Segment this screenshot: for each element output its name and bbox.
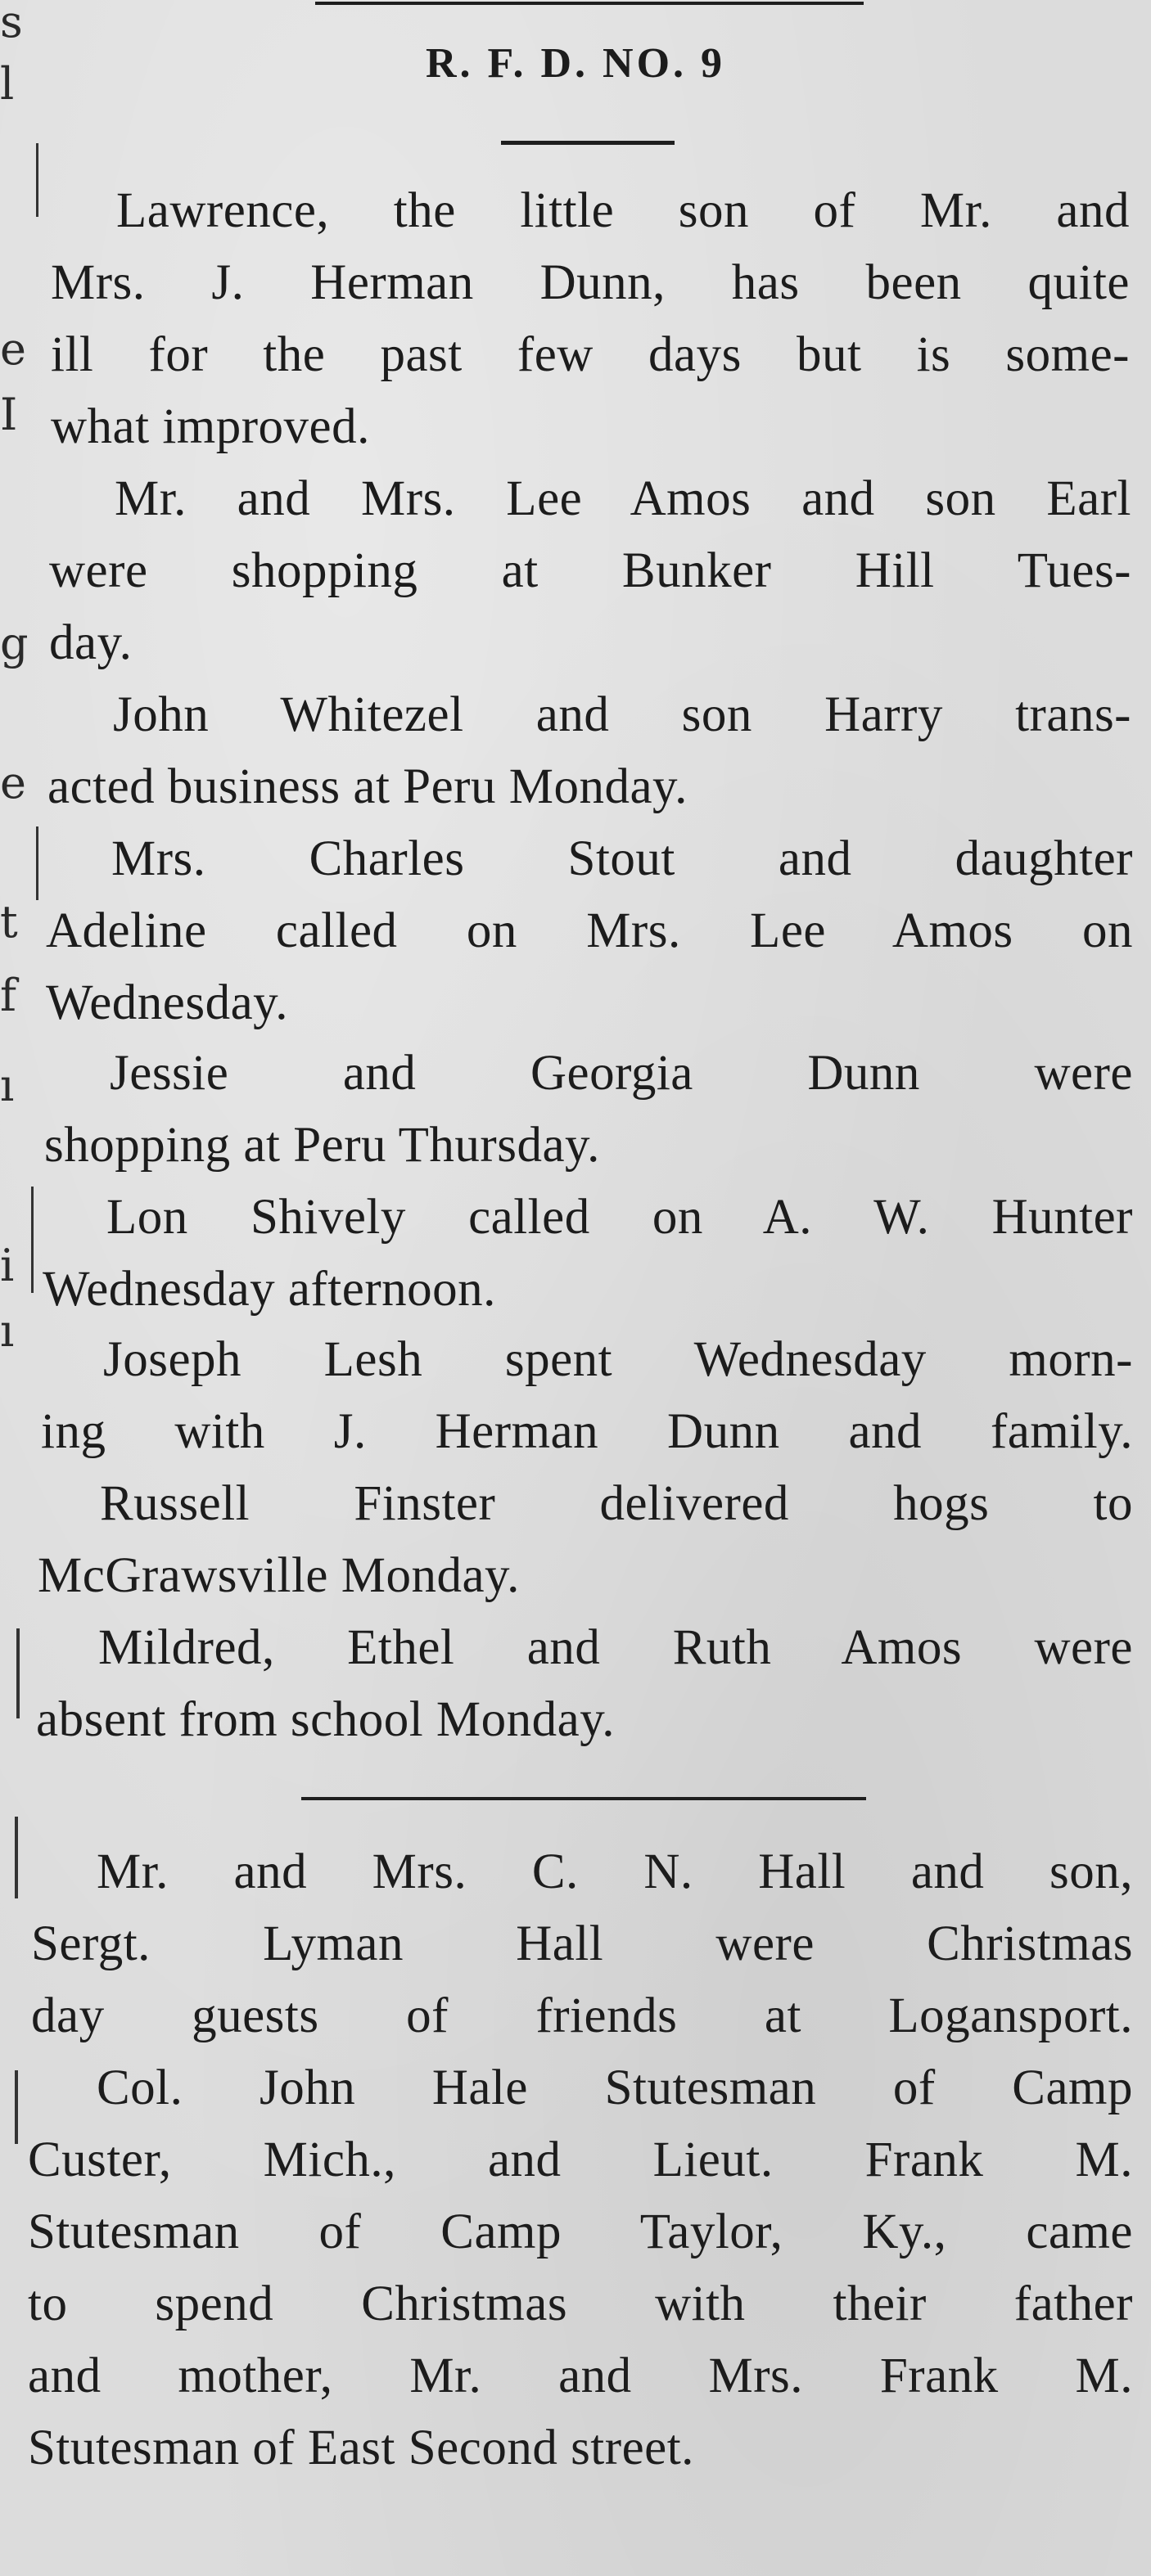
news-item — [31, 1836, 1133, 2052]
column-mark — [16, 1628, 20, 1718]
headline: R. F. D. NO. 9 — [425, 40, 726, 87]
text-line: Stutesman of East Second street. — [28, 2421, 694, 2475]
news-item — [46, 823, 1133, 1039]
edge-fragment: f — [0, 970, 16, 1021]
text-line: Joseph Lesh spent Wednesday morn- — [103, 1332, 1133, 1387]
column-mark — [15, 1817, 18, 1898]
text-line: Lon Shively called on A. W. Hunter — [106, 1190, 1133, 1245]
edge-fragment: t — [0, 896, 18, 948]
text-line: absent from school Monday. — [36, 1692, 616, 1747]
text-line: Mrs. J. Herman Dunn, has been quite — [51, 255, 1130, 310]
news-item — [38, 1468, 1133, 1612]
column-mark — [15, 2070, 18, 2144]
column-mark — [36, 143, 38, 217]
text-line: to spend Christmas with their father — [28, 2277, 1133, 2331]
edge-fragment: ı — [0, 1305, 15, 1357]
text-line: Mrs. Charles Stout and daughter — [111, 831, 1133, 886]
text-line: shopping at Peru Thursday. — [44, 1118, 600, 1173]
news-item — [36, 1612, 1133, 1756]
text-line: Adeline called on Mrs. Lee Amos on — [46, 903, 1133, 958]
text-line: ing with J. Herman Dunn and family. — [41, 1404, 1133, 1459]
edge-fragment: g — [0, 618, 29, 669]
text-line: Wednesday. — [46, 975, 288, 1030]
news-item — [43, 1182, 1133, 1326]
top-rule — [315, 2, 864, 5]
edge-fragment: i — [0, 1240, 15, 1291]
text-line: Sergt. Lyman Hall were Christmas — [31, 1916, 1133, 1971]
text-line: day guests of friends at Logansport. — [31, 1988, 1133, 2043]
text-line: Mr. and Mrs. Lee Amos and son Earl — [115, 471, 1131, 526]
edge-fragment: s — [0, 0, 23, 47]
news-item — [41, 1324, 1133, 1468]
text-line: Mr. and Mrs. C. N. Hall and son, — [97, 1844, 1133, 1899]
text-line: day. — [49, 615, 133, 670]
section-divider — [301, 1797, 866, 1800]
edge-fragment: ı — [0, 1060, 15, 1111]
news-item — [49, 463, 1131, 679]
text-line: John Whitezel and son Harry trans- — [113, 687, 1131, 742]
edge-fragment: e — [0, 323, 26, 375]
text-line: ill for the past few days but is some- — [51, 327, 1130, 382]
news-item — [47, 679, 1131, 823]
text-line: were shopping at Bunker Hill Tues- — [49, 543, 1131, 598]
news-item — [28, 2052, 1133, 2484]
edge-fragment: e — [0, 757, 26, 808]
text-line: Wednesday afternoon. — [43, 1262, 496, 1317]
title-underline — [501, 141, 675, 145]
text-line: Custer, Mich., and Lieut. Frank M. — [28, 2132, 1133, 2187]
news-item — [51, 175, 1130, 463]
news-item — [44, 1038, 1133, 1182]
text-line: McGrawsville Monday. — [38, 1548, 520, 1603]
text-line: Jessie and Georgia Dunn were — [110, 1046, 1133, 1101]
text-line: and mother, Mr. and Mrs. Frank M. — [28, 2349, 1133, 2403]
text-line: Col. John Hale Stutesman of Camp — [97, 2060, 1133, 2115]
text-line: Mildred, Ethel and Ruth Amos were — [98, 1620, 1133, 1675]
text-line: acted business at Peru Monday. — [47, 759, 688, 814]
edge-fragment: l — [0, 58, 15, 110]
column-mark — [36, 826, 38, 900]
column-mark — [31, 1187, 34, 1293]
text-line: Russell Finster delivered hogs to — [100, 1476, 1133, 1531]
text-line: Lawrence, the little son of Mr. and — [116, 183, 1130, 238]
edge-fragment: I — [0, 389, 18, 440]
text-line: what improved. — [51, 399, 370, 454]
text-line: Stutesman of Camp Taylor, Ky., came — [28, 2204, 1133, 2259]
